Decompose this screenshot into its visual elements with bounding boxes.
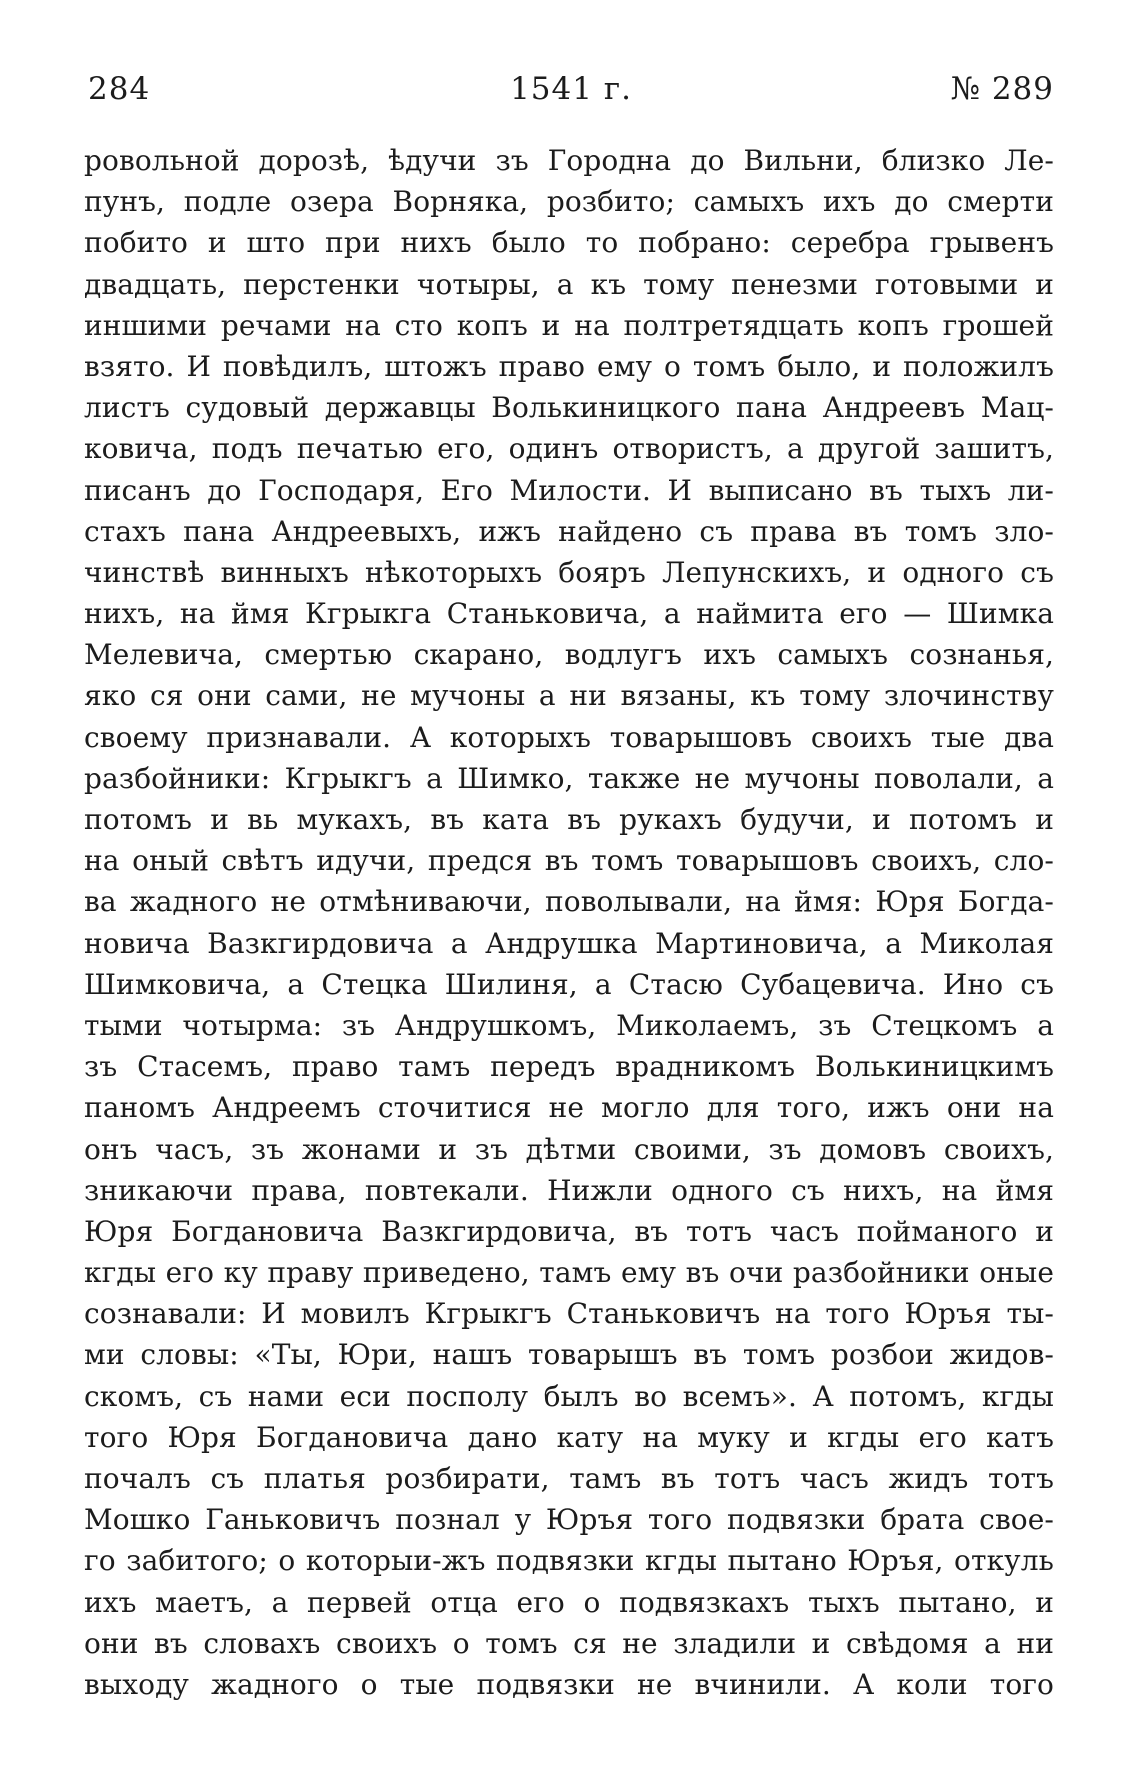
text-line: двадцать, перстенки чотыры, а къ тому пенезми готовыми и (84, 267, 1054, 301)
text-line: зъ Стасемъ, право тамъ передъ врадникомъ Волькиницкимъ (84, 1050, 1054, 1084)
text-line: Мошко Ганьковичъ познал у Юръя того подвязки брата свое- (84, 1503, 1054, 1537)
text-line: стахъ пана Андреевыхъ, ижъ найдено съ права въ томъ зло- (84, 514, 1054, 548)
text-line: яко ся они сами, не мучоны а ни вязаны, къ тому злочинству (84, 679, 1054, 713)
page-header (88, 64, 1054, 114)
text-line: ихъ маетъ, а первей отца его о подвязкахъ тыхъ пытано, и (84, 1585, 1054, 1619)
text-line: нихъ, на ймя Кгрыкга Станьковича, а наймита его — Шимка (84, 597, 1054, 631)
text-line: скомъ, съ нами еси посполу былъ во всемъ». А потомъ, кгды (84, 1379, 1054, 1413)
text-line: сознавали: И мовилъ Кгрыкгъ Станьковичъ на того Юръя ты- (84, 1297, 1054, 1331)
document-number: № 289 (950, 71, 1054, 107)
text-line: ми словы: «Ты, Юри, нашъ товарышъ въ томъ розбои жидов- (84, 1338, 1054, 1372)
text-line: ковича, подъ печатью его, одинъ отвористъ, а другой зашитъ, (84, 432, 1054, 466)
text-line: иншими речами на сто копъ и на полтретядцать копъ грошей (84, 308, 1054, 342)
text-line: Юря Богдановича Вазкгирдовича, въ тотъ часъ пойманого и (84, 1214, 1054, 1248)
text-line: выходу жадного о тые подвязки не вчинили. А коли того (84, 1667, 1054, 1701)
text-line: Шимковича, а Стецка Шилиня, а Стасю Субацевича. Ино съ (84, 967, 1054, 1001)
text-line: почалъ съ платья розбирати, тамъ въ тотъ часъ жидъ тотъ (84, 1462, 1054, 1495)
text-line: листъ судовый державцы Волькиницкого пана Андреевъ Мац- (84, 391, 1054, 425)
text-line: зникаючи права, повтекали. Нижли одного съ нихъ, на ймя (84, 1173, 1054, 1207)
text-line: чинствѣ винныхъ нѣкоторыхъ бояръ Лепунскихъ, и одного съ (84, 555, 1054, 589)
text-line: на оный свѣтъ идучи, предся въ томъ товарышовъ своихъ, сло- (84, 844, 1054, 878)
text-line: тыми чотырма: зъ Андрушкомъ, Миколаемъ, зъ Стецкомъ а (84, 1008, 1054, 1042)
text-line: того Юря Богдановича дано кату на муку и кгды его катъ (84, 1420, 1054, 1454)
body-text (84, 140, 1054, 1705)
text-line: они въ словахъ своихъ о томъ ся не зладили и свѣдомя а ни (84, 1626, 1054, 1660)
text-line: го забитого; о которыи-жъ подвязки кгды пытано Юръя, откуль (84, 1544, 1054, 1578)
text-line: разбойники: Кгрыкгъ а Шимко, также не мучоны поволали, а (84, 761, 1054, 795)
text-line: ровольной дорозѣ, ѣдучи зъ Городна до Вильни, близко Ле- (84, 144, 1054, 177)
text-line: паномъ Андреемъ сточитися не могло для того, ижъ они на (84, 1091, 1054, 1125)
text-line: пунъ, подле озера Ворняка, розбито; самыхъ ихъ до смерти (84, 185, 1054, 219)
text-line: писанъ до Господаря, Его Милости. И выписано въ тыхъ ли- (84, 473, 1054, 507)
text-line: своему признавали. А которыхъ товарышовъ своихъ тые два (84, 720, 1054, 754)
text-line: кгды его ку праву приведено, тамъ ему въ очи разбойники оные (84, 1256, 1054, 1290)
text-line: взято. И повѣдилъ, штожъ право ему о томъ было, и положилъ (84, 349, 1054, 383)
text-line: побито и што при нихъ было то побрано: серебра грывенъ (84, 226, 1054, 260)
page-number: 284 (88, 71, 151, 107)
text-line: новича Вазкгирдовича а Андрушка Мартиновича, а Миколая (84, 926, 1054, 960)
text-line: ва жадного не отмѣниваючи, поволывали, на ймя: Юря Богда- (84, 885, 1054, 919)
text-line: онъ часъ, зъ жонами и зъ дѣтми своими, зъ домовъ своихъ, (84, 1132, 1054, 1166)
year-heading: 1541 г. (510, 71, 632, 107)
text-line: Мелевича, смертью скарано, водлугъ ихъ самыхъ сознанья, (84, 638, 1054, 672)
text-line: потомъ и вь мукахъ, въ ката въ рукахъ будучи, и потомъ и (84, 803, 1054, 836)
